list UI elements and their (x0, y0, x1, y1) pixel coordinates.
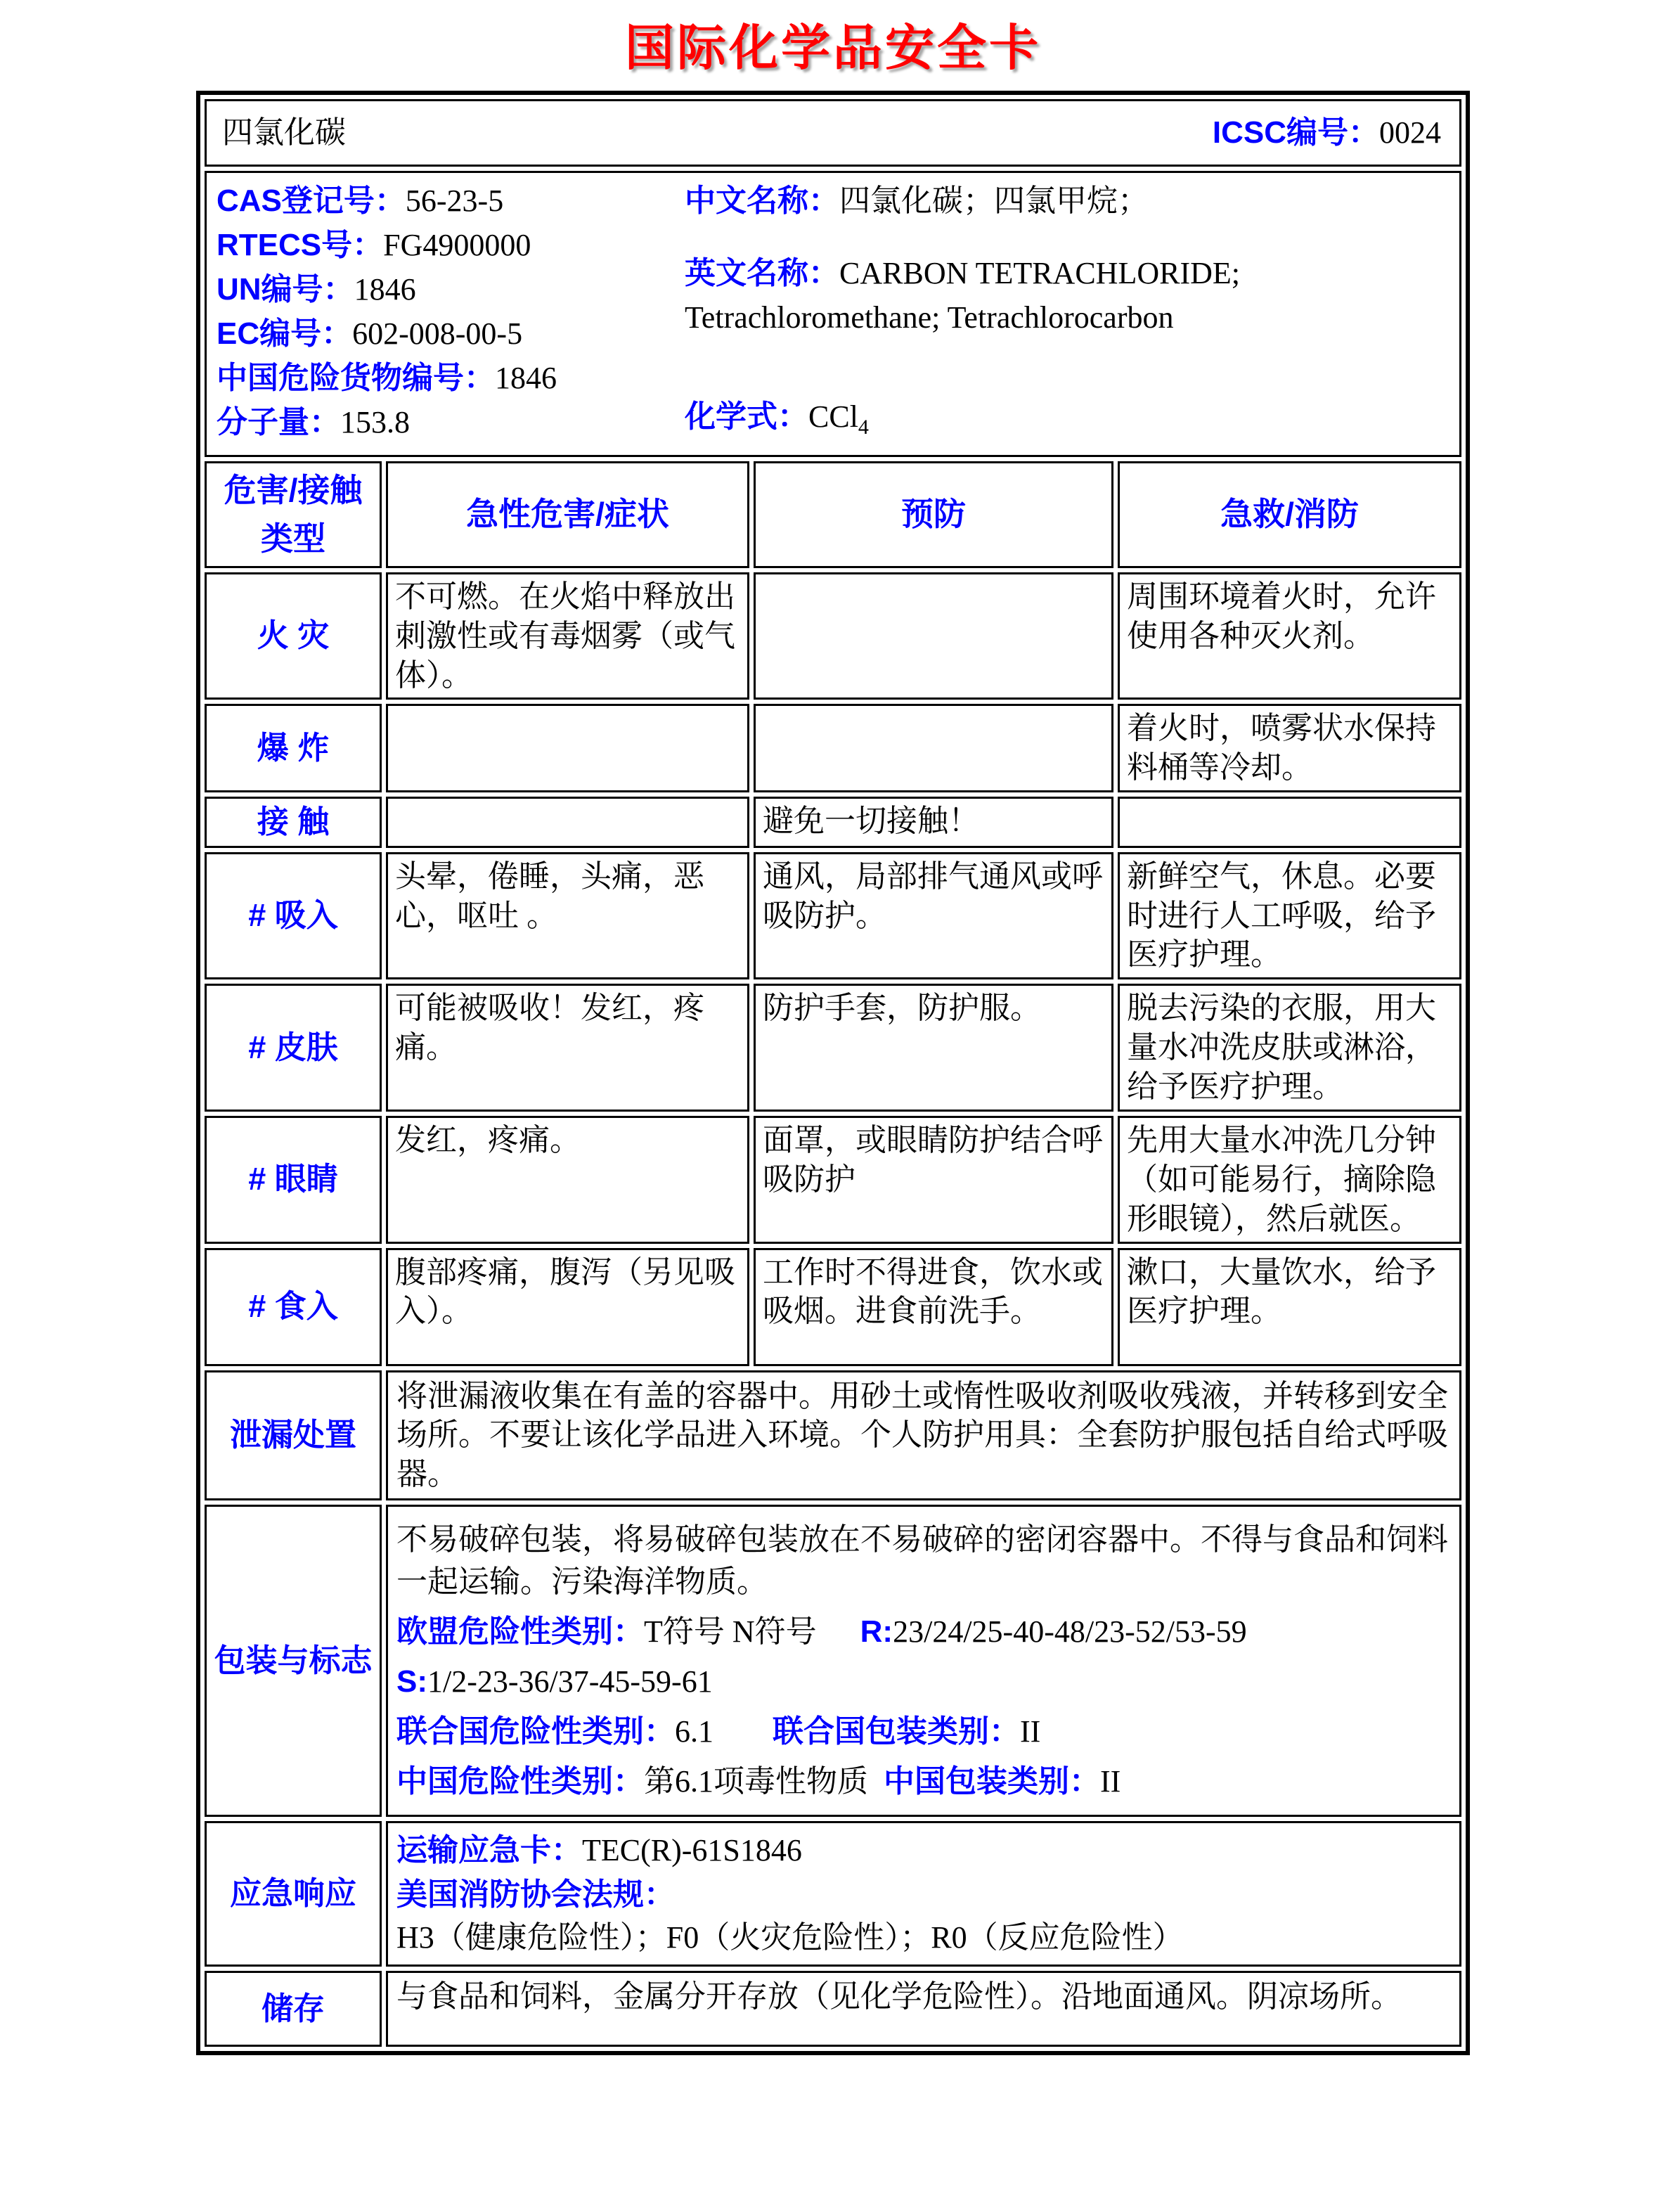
nfpa-label: 美国消防协会法规： (396, 1877, 675, 1912)
r-phrases-label: R: (860, 1614, 893, 1650)
packaging-un-line (396, 1711, 1451, 1753)
row-label-skin: # 皮肤 (205, 984, 382, 1112)
table-row-explosion (205, 704, 1461, 792)
registry-line-rtecs (217, 223, 685, 267)
inhalation-first-aid: 新鲜空气，休息。必要时进行人工呼吸，给予医疗护理。 (1118, 852, 1461, 980)
english-name-value: CARBON TETRACHLORIDE; Tetrachloromethane; Tetrachlorocarbon (685, 256, 1240, 335)
formula-line (685, 394, 1449, 449)
storage-text: 与食品和饲料，金属分开存放（见化学危险性）。沿地面通风。阴凉场所。 (386, 1971, 1461, 2047)
spillage-text: 将泄漏液收集在有盖的容器中。用砂土或惰性吸收剂吸收残液，并转移到安全场所。不要让该化学品进入环境。个人防护用具：全套防护服包括自给式呼吸器。 (386, 1370, 1461, 1501)
registry-line-cn-dg (217, 356, 685, 400)
contact-first-aid (1118, 797, 1461, 848)
registry-line-ec (217, 311, 685, 356)
english-name-label: 英文名称： (685, 256, 839, 290)
packaging-cell (386, 1505, 1461, 1817)
name-cell (205, 99, 1461, 167)
header-first-aid: 急救/消防 (1118, 461, 1461, 568)
skin-first-aid: 脱去污染的衣服，用大量水冲洗皮肤或淋浴，给予医疗护理。 (1118, 984, 1461, 1112)
explosion-first-aid: 着火时，喷雾状水保持料桶等冷却。 (1118, 704, 1461, 792)
ec-value: 602-008-00-5 (352, 316, 523, 351)
table-row-eyes (205, 1116, 1461, 1244)
un-label: UN编号： (217, 272, 354, 307)
header-prevention: 预防 (754, 461, 1113, 568)
table-row-inhalation (205, 852, 1461, 980)
registry-line-un (217, 267, 685, 311)
packaging-eu-line (396, 1611, 1451, 1653)
icsc-label: ICSC编号： (1212, 115, 1379, 150)
packaging-note: 不易破碎包装，将易破碎包装放在不易破碎的密闭容器中。不得与食品和饲料一起运输。污染海洋物质。 (396, 1522, 1448, 1600)
emergency-cell (386, 1821, 1461, 1967)
english-name-line (685, 251, 1449, 340)
rtecs-label: RTECS号： (217, 228, 384, 262)
tec-label: 运输应急卡： (396, 1833, 582, 1868)
fire-symptoms: 不可燃。在火焰中释放出刺激性或有毒烟雾（或气体）。 (386, 572, 749, 700)
registry-line-molweight (217, 400, 685, 444)
contact-prevention: 避免一切接触！ (754, 797, 1113, 848)
row-label-inhalation: # 吸入 (205, 852, 382, 980)
eyes-symptoms: 发红，疼痛。 (386, 1116, 749, 1244)
packaging-s-line (396, 1661, 1451, 1703)
explosion-symptoms (386, 704, 749, 792)
un-pack-label: 联合国包装类别： (773, 1714, 1020, 1749)
molweight-label: 分子量： (217, 405, 340, 439)
cn-dg-value: 1846 (495, 361, 557, 395)
icsc-number (1213, 113, 1441, 153)
table-row-skin (205, 984, 1461, 1112)
nfpa-value: H3（健康危险性）；F0（火灾危险性）；R0（反应危险性） (396, 1920, 1184, 1955)
registry-line-cas (217, 179, 685, 223)
page-title: 国际化学品安全卡 (625, 20, 1041, 75)
table-row-identification (205, 171, 1461, 457)
table-row-fire (205, 572, 1461, 700)
row-label-eyes: # 眼睛 (205, 1116, 382, 1244)
tec-value: TEC(R)-61S1846 (582, 1833, 802, 1868)
table-row-name (205, 99, 1461, 167)
eyes-prevention: 面罩，或眼睛防护结合呼吸防护 (754, 1116, 1113, 1244)
registry-column (217, 179, 685, 449)
row-label-explosion: 爆 炸 (205, 704, 382, 792)
inhalation-prevention: 通风，局部排气通风或呼吸防护。 (754, 852, 1113, 980)
header-symptoms: 急性危害/症状 (386, 461, 749, 568)
eyes-first-aid: 先用大量水冲洗几分钟（如可能易行，摘除隐形眼镜），然后就医。 (1118, 1116, 1461, 1244)
packaging-cn-line (396, 1761, 1451, 1803)
formula-label: 化学式： (685, 399, 808, 434)
formula-subscript: 4 (858, 415, 869, 439)
cn-class-value: 第6.1项毒性物质 (644, 1764, 868, 1799)
cn-pack-value: II (1100, 1764, 1121, 1799)
ec-label: EC编号： (217, 316, 353, 351)
name-row (222, 113, 1441, 153)
cas-label: CAS登记号： (217, 184, 406, 218)
header-hazard-type: 危害/接触类型 (205, 461, 382, 568)
ingestion-symptoms: 腹部疼痛，腹泻（另见吸入）。 (386, 1248, 749, 1366)
table-row-storage (205, 1971, 1461, 2047)
cn-class-label: 中国危险性类别： (396, 1764, 644, 1799)
contact-symptoms (386, 797, 749, 848)
eu-class-value: T符号 N符号 (644, 1614, 817, 1650)
row-label-contact: 接 触 (205, 797, 382, 848)
eu-class-label: 欧盟危险性类别： (396, 1614, 644, 1650)
cas-value: 56-23-5 (405, 184, 504, 218)
explosion-prevention (754, 704, 1113, 792)
chinese-name-label: 中文名称： (685, 184, 839, 218)
inhalation-symptoms: 头晕，倦睡，头痛，恶心，呕吐 。 (386, 852, 749, 980)
skin-prevention: 防护手套，防护服。 (754, 984, 1113, 1112)
row-label-fire: 火 灾 (205, 572, 382, 700)
fire-prevention (754, 572, 1113, 700)
table-row-spillage (205, 1370, 1461, 1501)
molweight-value: 153.8 (340, 405, 410, 439)
row-label-storage: 储存 (205, 1971, 382, 2047)
s-phrases-label: S: (396, 1664, 427, 1699)
icsc-value: 0024 (1379, 115, 1441, 150)
ingestion-first-aid: 漱口，大量饮水，给予医疗护理。 (1118, 1248, 1461, 1366)
un-class-label: 联合国危险性类别： (396, 1714, 675, 1749)
emergency-nfpa-line (396, 1873, 1451, 1959)
rtecs-value: FG4900000 (383, 228, 531, 262)
row-label-spillage: 泄漏处置 (205, 1370, 382, 1501)
hazard-header-row (205, 461, 1461, 568)
un-class-value: 6.1 (675, 1714, 713, 1749)
cn-pack-label: 中国包装类别： (884, 1764, 1100, 1799)
names-column (685, 179, 1449, 449)
table-row-ingestion (205, 1248, 1461, 1366)
table-row-emergency (205, 1821, 1461, 1967)
un-value: 1846 (354, 272, 416, 307)
row-label-packaging: 包装与标志 (205, 1505, 382, 1817)
row-label-emergency: 应急响应 (205, 1821, 382, 1967)
skin-symptoms: 可能被吸收！发红，疼痛。 (386, 984, 749, 1112)
identification-cell (205, 171, 1461, 457)
s-phrases-value: 1/2-23-36/37-45-59-61 (427, 1664, 713, 1699)
formula-base: CCl (808, 399, 858, 434)
identification-columns (217, 179, 1449, 449)
fire-first-aid: 周围环境着火时，允许使用各种灭火剂。 (1118, 572, 1461, 700)
cn-dg-label: 中国危险货物编号： (217, 361, 495, 395)
safety-card-table (196, 91, 1470, 2055)
r-phrases-value: 23/24/25-40-48/23-52/53-59 (893, 1614, 1247, 1650)
chemical-name: 四氯化碳 (222, 115, 346, 150)
chinese-name-line (685, 179, 1449, 223)
un-pack-value: II (1020, 1714, 1041, 1749)
row-label-ingestion: # 食入 (205, 1248, 382, 1366)
emergency-tec-line (396, 1829, 1451, 1872)
table-row-packaging (205, 1505, 1461, 1817)
chinese-name-value: 四氯化碳；四氯甲烷； (839, 184, 1149, 218)
ingestion-prevention: 工作时不得进食，饮水或吸烟。进食前洗手。 (754, 1248, 1113, 1366)
table-row-contact (205, 797, 1461, 848)
